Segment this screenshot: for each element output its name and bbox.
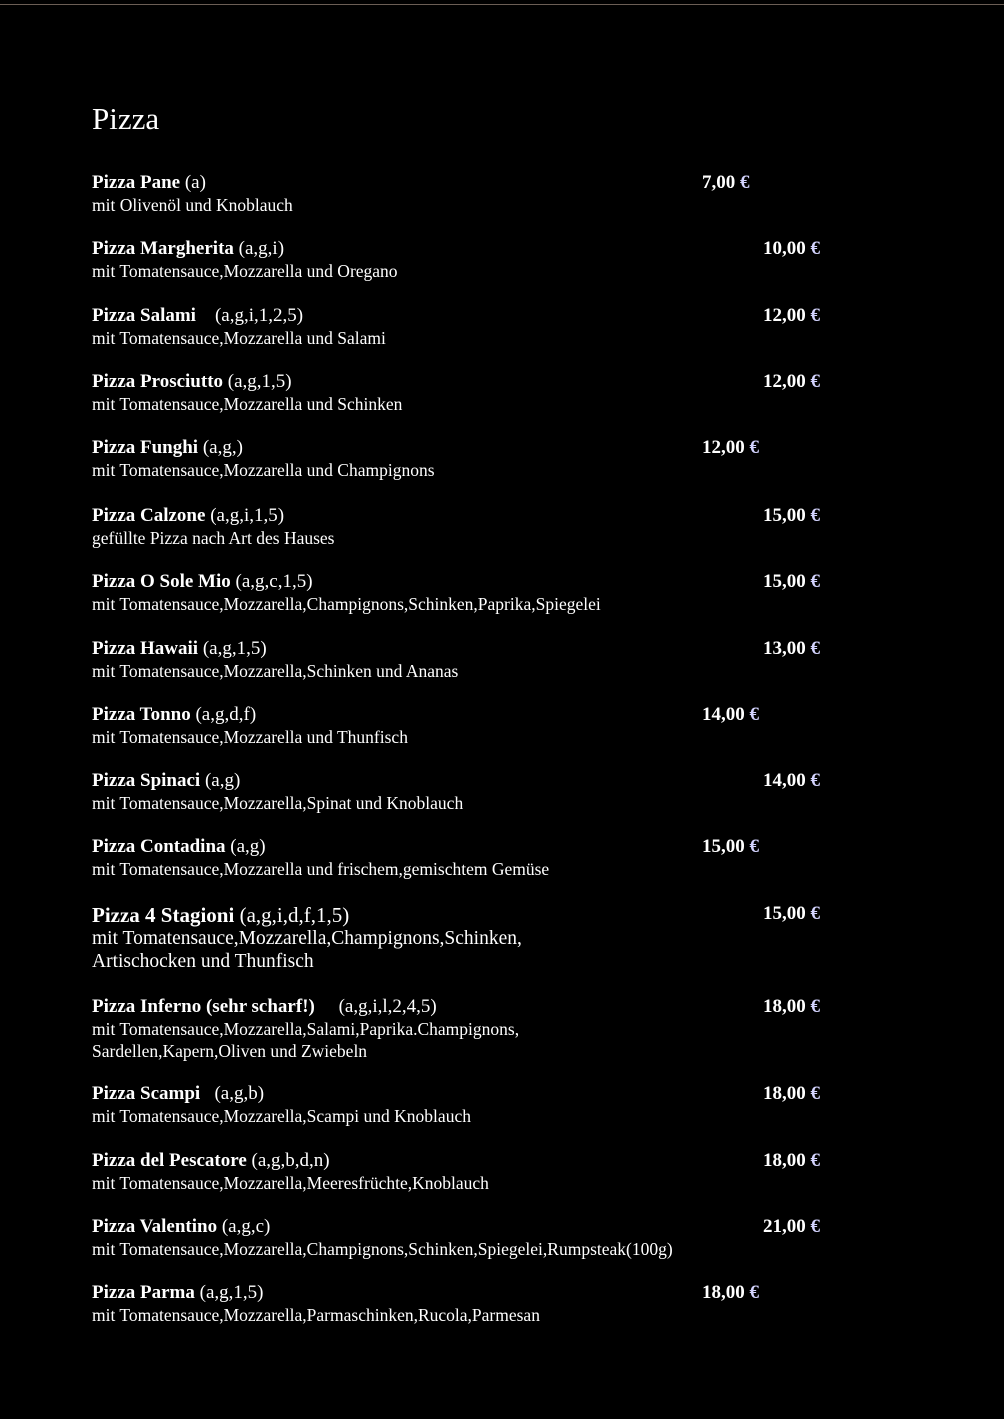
menu-item-pizza-scampi <box>92 1083 852 1127</box>
item-price: 18,00 € <box>763 1150 820 1171</box>
item-price: 15,00 € <box>763 505 820 526</box>
item-description: mit Tomatensauce,Mozzarella und frischem,gemischtem Gemüse <box>92 859 550 879</box>
item-price: 18,00 € <box>763 1083 820 1104</box>
item-price: 13,00 € <box>763 638 820 659</box>
item-name: Pizza O Sole Mio <box>92 571 231 592</box>
menu-item-pizza-o-sole-mio <box>92 571 852 615</box>
menu-item-pizza-inferno <box>92 996 852 1062</box>
item-name: Pizza Inferno (sehr scharf!) <box>92 996 315 1017</box>
item-allergens: (a,g,c) <box>221 1216 271 1237</box>
menu-item-pizza-funghi <box>92 437 852 481</box>
item-allergens: (a,g,c,1,5) <box>235 571 313 592</box>
item-description: mit Tomatensauce,Mozzarella,Champignons,Schinken,Paprika,Spiegelei <box>92 594 601 614</box>
item-name: Pizza Margherita <box>92 238 234 259</box>
item-description: mit Tomatensauce,Mozzarella,Parmaschinken,Rucola,Parmesan <box>92 1305 540 1325</box>
item-price: 18,00 € <box>702 1282 759 1303</box>
item-description: mit Tomatensauce,Mozzarella,Champignons,Schinken, Artischocken und Thunfisch <box>92 928 522 972</box>
item-description: mit Tomatensauce,Mozzarella,Spinat und Knoblauch <box>92 793 464 813</box>
item-price: 21,00 € <box>763 1216 820 1237</box>
item-name: Pizza Salami <box>92 305 196 326</box>
item-description: mit Tomatensauce,Mozzarella und Oregano <box>92 261 398 281</box>
item-description: mit Tomatensauce,Mozzarella und Schinken <box>92 394 403 414</box>
item-name: Pizza del Pescatore <box>92 1150 247 1171</box>
item-description: mit Tomatensauce,Mozzarella und Champignons <box>92 460 435 480</box>
item-allergens: (a,g,1,5) <box>199 1282 264 1303</box>
item-allergens: (a,g,1,5) <box>202 638 267 659</box>
item-allergens: (a,g,i,l,2,4,5) <box>338 996 437 1017</box>
item-name: Pizza Prosciutto <box>92 371 224 392</box>
item-name: Pizza Funghi <box>92 437 199 458</box>
menu-item-pizza-valentino <box>92 1216 852 1260</box>
menu-item-pizza-parma <box>92 1282 852 1326</box>
item-name: Pizza 4 Stagioni <box>92 903 235 927</box>
item-description: mit Olivenöl und Knoblauch <box>92 195 293 215</box>
item-name: Pizza Contadina <box>92 836 226 857</box>
item-description: mit Tomatensauce,Mozzarella,Champignons,Schinken,Spiegelei,Rumpsteak(100g) <box>92 1239 673 1259</box>
item-allergens: (a,g,b) <box>214 1083 265 1104</box>
item-description-line-2: Sardellen,Kapern,Oliven und Zwiebeln <box>92 1041 368 1061</box>
item-price: 12,00 € <box>702 437 759 458</box>
item-allergens: (a,g,d,f) <box>195 704 257 725</box>
item-description: mit Tomatensauce,Mozzarella,Schinken und Ananas <box>92 661 459 681</box>
item-allergens: (a,g,b,d,n) <box>251 1150 330 1171</box>
item-description: mit Tomatensauce,Mozzarella,Scampi und Knoblauch <box>92 1106 471 1126</box>
item-name: Pizza Valentino <box>92 1216 218 1237</box>
item-allergens: (a,g) <box>230 836 266 857</box>
item-description: gefüllte Pizza nach Art des Hauses <box>92 528 335 548</box>
menu-item-pizza-spinaci <box>92 770 852 814</box>
item-allergens: (a) <box>184 172 206 193</box>
item-description: mit Tomatensauce,Mozzarella und Salami <box>92 328 386 348</box>
menu-item-pizza-salami <box>92 305 852 349</box>
item-price: 14,00 € <box>702 704 759 725</box>
menu-item-pizza-del-pescatore <box>92 1150 852 1194</box>
item-allergens: (a,g) <box>204 770 241 791</box>
menu-item-pizza-margherita <box>92 238 852 282</box>
item-price: 10,00 € <box>763 238 820 259</box>
item-name: Pizza Pane <box>92 172 181 193</box>
item-name: Pizza Scampi <box>92 1083 201 1104</box>
item-name: Pizza Hawaii <box>92 638 199 659</box>
item-price: 15,00 € <box>702 836 759 857</box>
item-description: mit Tomatensauce,Mozzarella,Salami,Paprika.Champignons, <box>92 1019 520 1039</box>
item-price: 18,00 € <box>763 996 820 1017</box>
item-name: Pizza Calzone <box>92 505 206 526</box>
top-divider <box>0 4 1004 5</box>
menu-item-pizza-hawaii <box>92 638 852 682</box>
item-price: 14,00 € <box>763 770 820 791</box>
item-allergens: (a,g,i,d,f,1,5) <box>239 903 350 927</box>
item-price: 15,00 € <box>763 903 820 924</box>
item-description: mit Tomatensauce,Mozzarella und Thunfisch <box>92 727 408 747</box>
item-name: Pizza Parma <box>92 1282 195 1303</box>
menu-item-pizza-calzone <box>92 505 852 549</box>
item-allergens: (a,g,i,1,2,5) <box>214 305 304 326</box>
page-title: Pizza <box>92 101 160 136</box>
menu-item-pizza-contadina <box>92 836 852 880</box>
menu-item-pizza-prosciutto <box>92 371 852 415</box>
item-name: Pizza Spinaci <box>92 770 201 791</box>
item-price: 12,00 € <box>763 371 820 392</box>
item-name: Pizza Tonno <box>92 704 191 725</box>
item-price: 12,00 € <box>763 305 820 326</box>
item-price: 15,00 € <box>763 571 820 592</box>
item-price: 7,00 € <box>702 172 750 193</box>
item-allergens: (a,g,1,5) <box>227 371 292 392</box>
item-allergens: (a,g,i) <box>238 238 285 259</box>
item-allergens: (a,g,) <box>202 437 243 458</box>
item-description: mit Tomatensauce,Mozzarella,Meeresfrüchte,Knoblauch <box>92 1173 489 1193</box>
menu-item-pizza-tonno <box>92 704 852 748</box>
item-allergens: (a,g,i,1,5) <box>210 505 285 526</box>
menu-item-pizza-pane <box>92 172 852 216</box>
menu-item-pizza-4-stagioni <box>92 903 852 973</box>
